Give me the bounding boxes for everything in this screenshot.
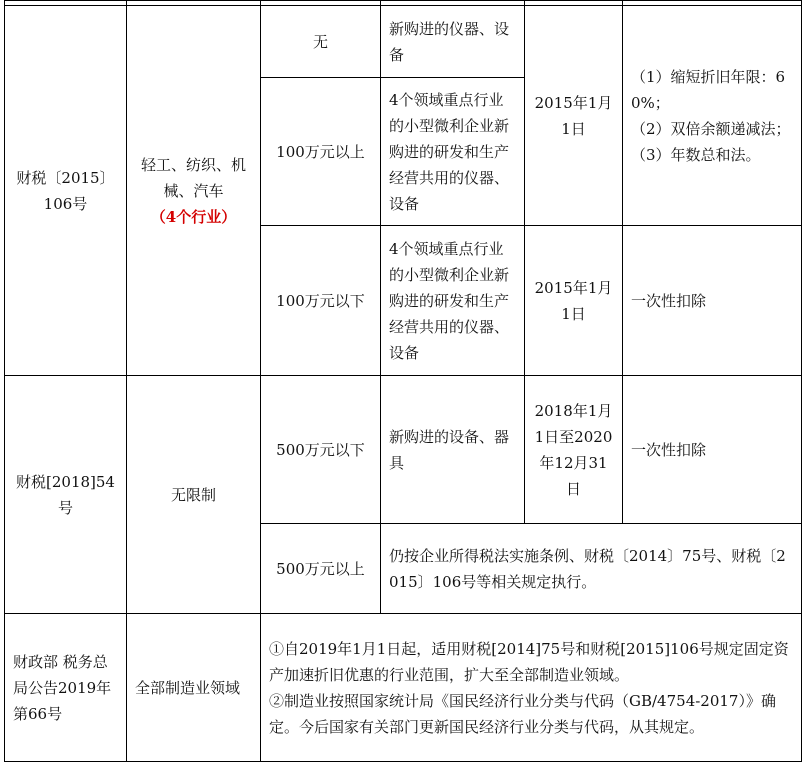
table-row <box>5 614 802 762</box>
object-cell: 4个领域重点行业的小型微利企业新购进的研发和生产经营共用的仪器、设备 <box>381 78 525 226</box>
note-cell: 仍按企业所得税法实施条例、财税〔2014〕75号、财税〔2015〕106号等相关规定执行。 <box>381 524 802 614</box>
note-cell: ①自2019年1月1日起，适用财税[2014]75号和财税[2015]106号规定固定资产加速折旧优惠的行业范围，扩大至全部制造业领域。 ②制造业按照国家统计局《国民经济行业分类与代码（GB/4754-2017）》确定。今后国家有关部门更新国民经济行业分类与代码，从其规定。 <box>261 614 802 762</box>
table-row <box>5 376 802 524</box>
scope-cell-2015 <box>127 6 261 376</box>
table-row <box>5 6 802 78</box>
date-cell: 2015年1月1日 <box>525 226 623 376</box>
amount-cell: 100万元以上 <box>261 78 381 226</box>
date-cell: 2018年1月1日至2020年12月31日 <box>525 376 623 524</box>
scope-emphasis: （4个行业） <box>150 207 237 226</box>
doc-cell-2018 <box>5 376 127 614</box>
object-cell: 新购进的设备、器具 <box>381 376 525 524</box>
amount-cell: 500万元以上 <box>261 524 381 614</box>
date-cell: 2015年1月1日 <box>525 6 623 226</box>
amount-cell: 500万元以下 <box>261 376 381 524</box>
doc-cell-2015 <box>5 6 127 376</box>
object-cell: 4个领域重点行业的小型微利企业新购进的研发和生产经营共用的仪器、设备 <box>381 226 525 376</box>
scope-text: 轻工、纺织、机械、汽车 <box>140 155 246 200</box>
method-cell: 一次性扣除 <box>623 376 802 524</box>
amount-cell: 无 <box>261 6 381 78</box>
doc-cell-2019 <box>5 614 127 762</box>
doc-number: 财政部 税务总局公告2019年第66号 <box>13 652 112 723</box>
scope-text: 全部制造业领域 <box>135 678 241 697</box>
method-cell: （1）缩短折旧年限：60%； （2）双倍余额递减法； （3）年数总和法。 <box>623 6 802 226</box>
method-cell: 一次性扣除 <box>623 226 802 376</box>
amount-cell: 100万元以下 <box>261 226 381 376</box>
object-cell: 新购进的仪器、设备 <box>381 6 525 78</box>
scope-cell-2019 <box>127 614 261 762</box>
scope-text: 无限制 <box>170 485 216 504</box>
doc-number: 财税〔2015〕106号 <box>16 168 115 213</box>
doc-number: 财税[2018]54号 <box>16 472 115 517</box>
depreciation-policy-table <box>4 0 802 762</box>
scope-cell-2018 <box>127 376 261 614</box>
